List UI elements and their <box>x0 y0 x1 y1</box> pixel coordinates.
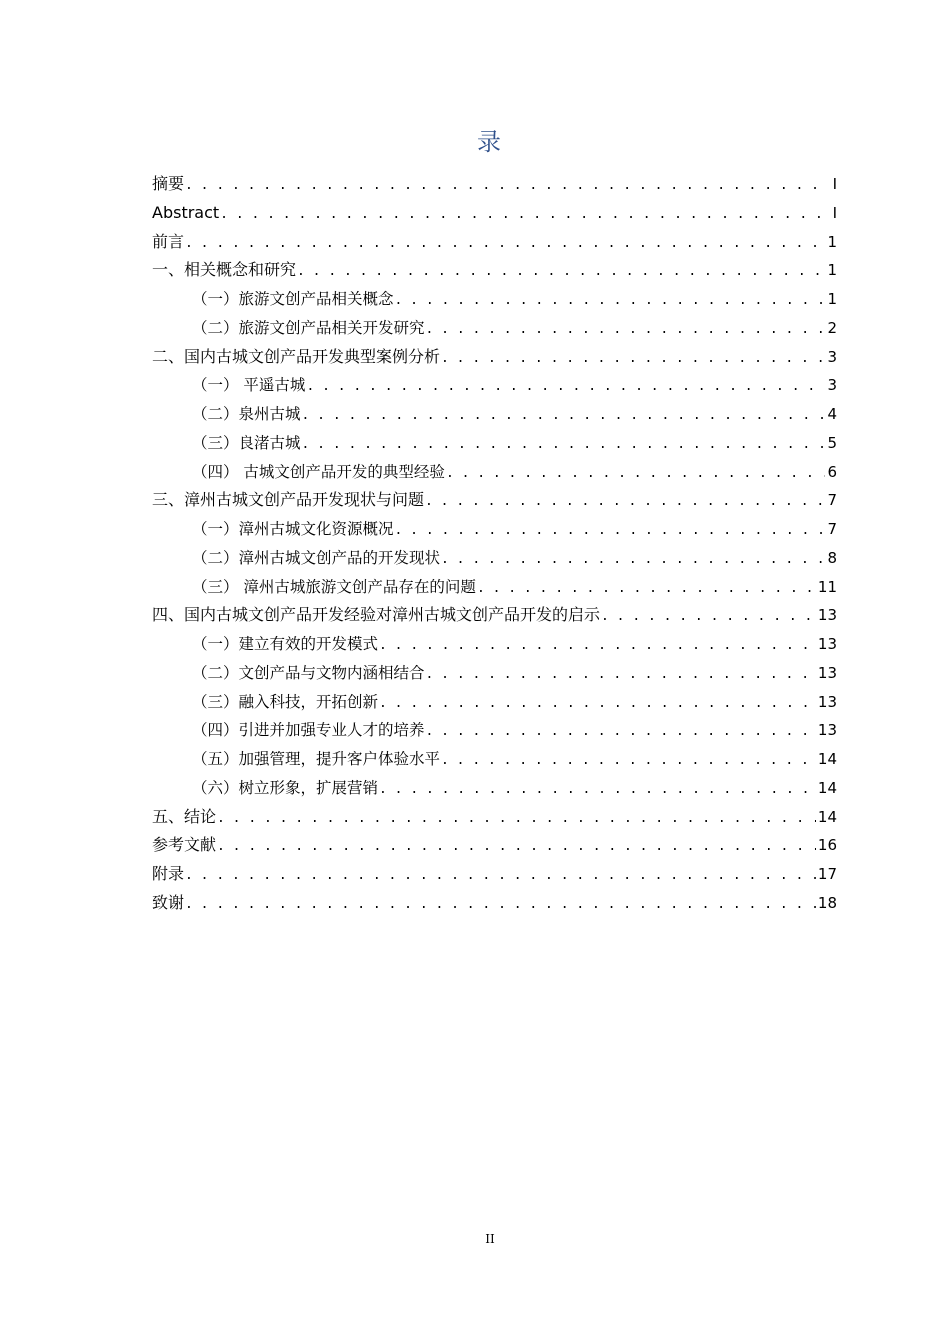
toc-entry-page-number: 17 <box>817 865 837 883</box>
dot-leader <box>302 431 825 458</box>
toc-entry-page-number: I <box>832 203 837 222</box>
toc-entry-label: 摘要 <box>152 174 185 193</box>
toc-entry-page-number: I <box>832 175 837 193</box>
toc-entry-page-number: 13 <box>817 692 837 711</box>
dot-leader <box>379 776 816 803</box>
toc-entry-label: （一）漳州古城文化资源概况 <box>192 520 394 538</box>
toc-entry-label: （三） 漳州古城旅游文创产品存在的问题 <box>192 577 476 596</box>
toc-entry-page-number: 11 <box>817 577 837 596</box>
dot-leader <box>426 718 816 745</box>
toc-entry-page-number: 13 <box>817 606 837 625</box>
toc-entry-label: （五）加强管理，提升客户体验水平 <box>192 750 441 768</box>
dot-leader <box>441 747 816 774</box>
toc-entry-label: 二、国内古城文创产品开发典型案例分析 <box>152 346 441 366</box>
toc-entry-label: （二）文创产品与文物内涵相结合 <box>192 663 425 682</box>
toc-entry[interactable] <box>152 803 837 832</box>
toc-entry[interactable] <box>152 774 837 803</box>
dot-leader <box>220 201 825 228</box>
toc-entry-label: （一） 平遥古城 <box>192 376 306 395</box>
toc-entry[interactable] <box>152 170 837 199</box>
toc-entry[interactable] <box>152 716 837 745</box>
toc-entry-label: Abstract <box>152 202 220 222</box>
dot-leader <box>426 316 825 343</box>
toc-entry[interactable] <box>152 371 837 400</box>
toc-entry-label: （六）树立形象，扩展营销 <box>192 778 379 797</box>
dot-leader <box>395 517 825 544</box>
page-number-footer: II <box>485 1232 495 1246</box>
toc-entry-page-number: 3 <box>827 347 837 366</box>
dot-leader <box>185 230 825 257</box>
toc-entry[interactable] <box>152 458 837 487</box>
dot-leader <box>395 287 825 314</box>
toc-entry-page-number: 8 <box>827 548 837 567</box>
toc-entry-page-number: 4 <box>827 405 837 423</box>
toc-entry-label: （二）漳州古城文创产品的开发现状 <box>192 548 441 567</box>
dot-leader <box>426 661 816 688</box>
toc-entry[interactable] <box>152 314 837 343</box>
dot-leader <box>441 546 825 573</box>
toc-entry-label: （一）建立有效的开发模式 <box>192 635 379 653</box>
toc-entry[interactable] <box>152 400 837 429</box>
toc-entry-label: （四） 古城文创产品开发的典型经验 <box>192 462 445 481</box>
toc-entry-page-number: 1 <box>827 232 837 251</box>
toc-entry-page-number: 7 <box>827 491 837 510</box>
toc-entry-page-number: 3 <box>827 376 837 395</box>
toc-entry-page-number: 14 <box>817 778 837 797</box>
toc-entry-page-number: 13 <box>817 635 837 653</box>
dot-leader <box>185 891 816 918</box>
toc-entry-page-number: 14 <box>817 750 837 768</box>
toc-entry-page-number: 13 <box>817 663 837 682</box>
dot-leader <box>601 603 816 630</box>
toc-entry[interactable] <box>152 486 837 515</box>
dot-leader <box>477 575 816 602</box>
toc-entry-page-number: 7 <box>827 520 837 538</box>
toc-entry[interactable] <box>152 745 837 774</box>
toc-entry-page-number: 2 <box>827 318 837 337</box>
toc-entry[interactable] <box>152 688 837 717</box>
toc-entry[interactable] <box>152 573 837 602</box>
dot-leader <box>306 373 825 400</box>
toc-entry-label: （三）良渚古城 <box>192 433 301 452</box>
toc-entry[interactable] <box>152 429 837 458</box>
toc-entry-label: 一、相关概念和研究 <box>152 260 297 280</box>
dot-leader <box>302 402 825 429</box>
toc-entry[interactable] <box>152 831 837 860</box>
toc-entry-page-number: 6 <box>827 462 837 481</box>
toc-entry[interactable] <box>152 659 837 688</box>
toc-entry-label: 参考文献 <box>152 835 217 855</box>
toc-entry-page-number: 1 <box>827 261 837 280</box>
toc-entry-label: （二）旅游文创产品相关开发研究 <box>192 318 425 337</box>
dot-leader <box>425 488 825 515</box>
toc-entry[interactable] <box>152 228 837 257</box>
toc-entry-label: （三）融入科技，开拓创新 <box>192 692 379 711</box>
dot-leader <box>185 172 825 199</box>
dot-leader <box>379 632 816 659</box>
toc-entry-label: 五、结论 <box>152 806 217 826</box>
dot-leader <box>379 690 816 717</box>
toc-entry-label: 三、漳州古城文创产品开发现状与问题 <box>152 490 425 510</box>
dot-leader <box>185 862 816 889</box>
toc-entry-page-number: 13 <box>817 721 837 740</box>
toc-entry[interactable] <box>152 860 837 889</box>
toc-title: 录 <box>477 128 503 156</box>
toc-entry-label: 致谢 <box>152 892 185 912</box>
toc-entry-label: 四、国内古城文创产品开发经验对漳州古城文创产品开发的启示 <box>152 605 601 625</box>
toc-entry-label: （二）泉州古城 <box>192 405 301 423</box>
dot-leader <box>217 805 816 832</box>
toc-entry[interactable] <box>152 889 837 918</box>
toc-entry-page-number: 18 <box>817 893 837 912</box>
toc-entry[interactable] <box>152 285 837 314</box>
toc-entry[interactable] <box>152 199 837 228</box>
toc-entry-label: 附录 <box>152 864 185 883</box>
toc-entry-page-number: 5 <box>827 433 837 452</box>
toc-entry-label: 前言 <box>152 231 185 251</box>
dot-leader <box>297 258 825 285</box>
toc-entry-page-number: 16 <box>817 836 837 855</box>
toc-entry-label: （一）旅游文创产品相关概念 <box>192 290 394 308</box>
toc-entry[interactable] <box>152 601 837 630</box>
toc-entry[interactable] <box>152 515 837 544</box>
dot-leader <box>217 833 816 860</box>
dot-leader <box>441 345 825 372</box>
toc-entry[interactable] <box>152 343 837 372</box>
toc-entry-page-number: 1 <box>827 290 837 308</box>
toc-entry[interactable] <box>152 544 837 573</box>
table-of-contents <box>152 170 837 918</box>
toc-entry[interactable] <box>152 256 837 285</box>
toc-entry-label: （四）引进并加强专业人才的培养 <box>192 721 425 740</box>
toc-entry[interactable] <box>152 630 837 659</box>
toc-entry-page-number: 14 <box>817 807 837 826</box>
dot-leader <box>446 460 825 487</box>
